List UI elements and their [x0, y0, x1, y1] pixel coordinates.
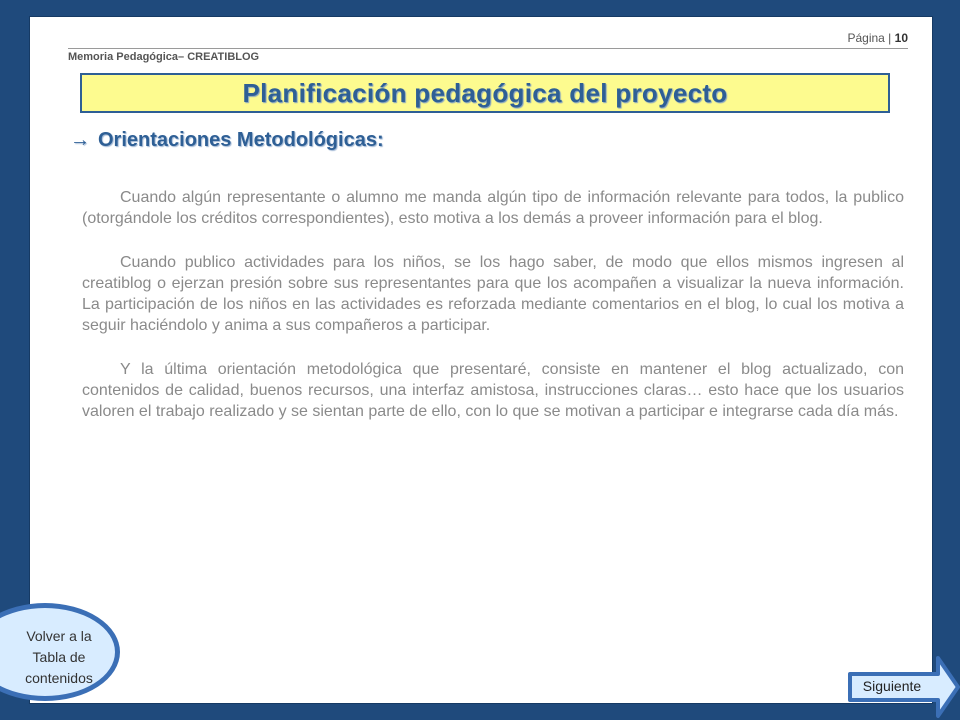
- body-text: [82, 187, 904, 445]
- back-label-line: contenidos: [25, 669, 93, 686]
- page-number: [847, 31, 908, 45]
- page-label: Página |: [847, 31, 892, 45]
- header-divider: [68, 48, 908, 49]
- page-title-box: [80, 73, 890, 113]
- section-heading-text: Orientaciones Metodológicas:: [98, 129, 384, 151]
- page-header: [68, 31, 908, 67]
- document-title: Memoria Pedagógica– CREATIBLOG: [68, 51, 260, 63]
- arrow-right-icon: →: [70, 129, 90, 151]
- next-button-label: Siguiente: [862, 678, 922, 694]
- back-label-line: Volver a la: [26, 627, 92, 644]
- page-title: Planificación pedagógica del proyecto: [242, 78, 728, 108]
- back-to-contents-label: [0, 616, 93, 689]
- paragraph: Y la última orientación metodológica que presentaré, consiste en mantener el blog actualizado, con contenidos de calidad, buenos recursos, una interfaz amistosa, instrucciones claras… esto hace que los usuarios valoren el trabajo realizado y se sientan parte de ello, con lo que se motivan a participar e integrarse cada día más.: [82, 361, 904, 420]
- document-page: [30, 17, 932, 703]
- section-heading: [70, 129, 384, 152]
- paragraph: Cuando publico actividades para los niños, se los hago saber, de modo que ellos mismos ingresen al creatiblog o ejerzan presión sobre sus representantes para que los acompañen a visualizar la nueva información. La participación de los niños en las actividades es reforzada mediante comentarios en el blog, lo cual los motiva a seguir haciéndolo y anima a sus compañeros a participar.: [82, 254, 904, 334]
- back-label-line: Tabla de: [32, 648, 86, 665]
- paragraph: Cuando algún representante o alumno me manda algún tipo de información relevante para todos, la publico (otorgándole los créditos correspondientes), esto motiva a los demás a proveer información para el blog.: [82, 189, 904, 227]
- page-number-value: 10: [894, 31, 908, 45]
- next-button[interactable]: [818, 654, 960, 720]
